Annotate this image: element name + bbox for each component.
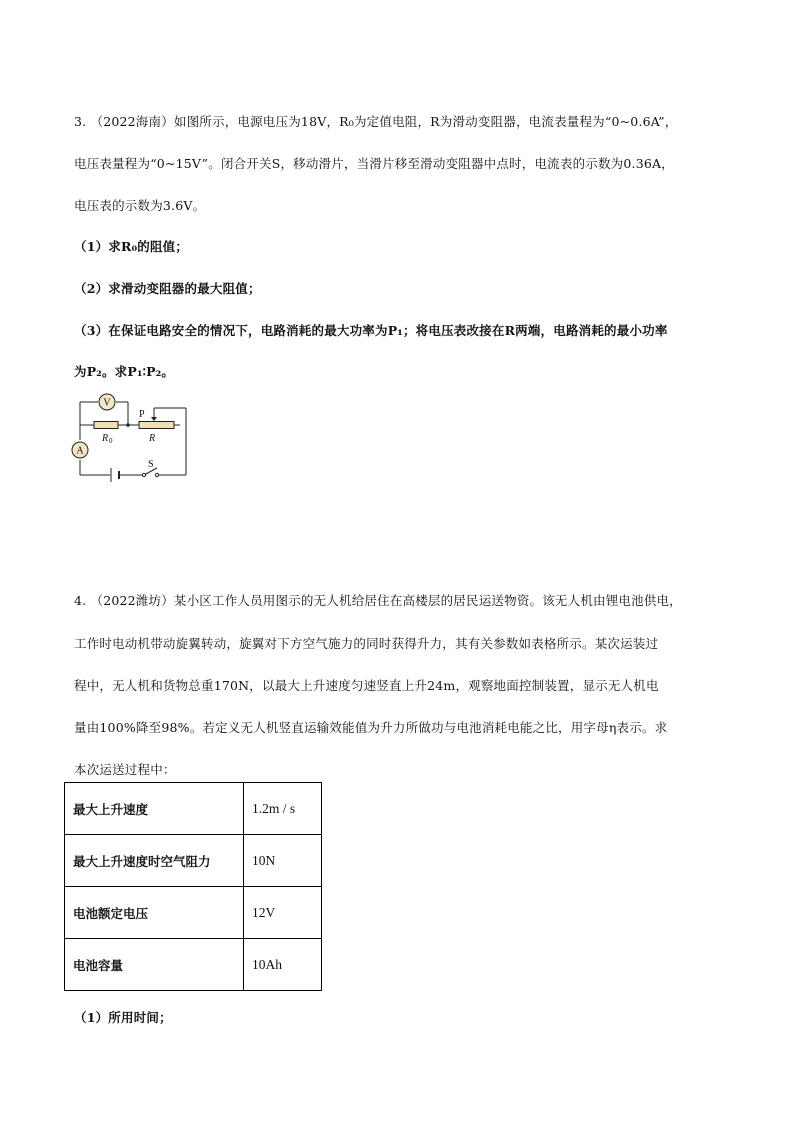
- slider-arrow-icon: [151, 417, 157, 421]
- q4-stem-line-3: 程中，无人机和货物总重170N，以最大上升速度匀速竖直上升24m，观察地面控制装置，显示无人机电: [74, 678, 659, 693]
- ammeter-label: A: [76, 445, 84, 457]
- q3-stem-line-2: 电压表量程为“0~15V”。闭合开关S，移动滑片，当滑片移至滑动变阻器中点时，电流表的示数为0.36A，: [74, 156, 674, 171]
- table-row: [65, 835, 322, 887]
- r0-label: R: [102, 433, 109, 444]
- q3-subquestion-3-line-1: （3）在保证电路安全的情况下，电路消耗的最大功率为P₁；将电压表改接在R两端，电路消耗的最小功率: [74, 323, 668, 338]
- parameter-table: [64, 782, 322, 991]
- circuit-diagram: [68, 390, 198, 485]
- r0-subscript: 0: [109, 437, 113, 445]
- slider-label: P: [139, 409, 145, 420]
- q3-stem-line-1: 3. （2022海南）如图所示，电源电压为18V，R₀为定值电阻，R为滑动变阻器，电流表量程为“0~0.6A”，: [74, 114, 678, 129]
- q3-subquestion-3-line-2: 为P₂。求P₁∶P₂。: [74, 364, 175, 379]
- param-name: 最大上升速度时空气阻力: [65, 835, 244, 887]
- r0-resistor: [94, 422, 118, 429]
- param-name: 电池容量: [65, 939, 244, 991]
- r-label: R: [149, 433, 156, 444]
- table-row: [65, 887, 322, 939]
- q3-subquestion-1: （1）求R₀的阻值；: [74, 239, 189, 254]
- q4-subquestion-1: （1）所用时间；: [74, 1010, 172, 1025]
- param-value: 10Ah: [244, 939, 322, 991]
- param-name: 最大上升速度: [65, 783, 244, 835]
- q4-stem-line-2: 工作时电动机带动旋翼转动，旋翼对下方空气施力的同时获得升力，其有关参数如表格所示。某次运装过: [74, 636, 659, 651]
- param-value: 1.2m / s: [244, 783, 322, 835]
- table-row: [65, 783, 322, 835]
- switch-label: S: [148, 459, 154, 470]
- param-value: 10N: [244, 835, 322, 887]
- voltmeter-label: V: [103, 397, 111, 409]
- rheostat: [139, 422, 174, 429]
- q3-subquestion-2: （2）求滑动变阻器的最大阻值；: [74, 281, 261, 296]
- q4-stem-line-5: 本次运送过程中：: [74, 762, 176, 777]
- q4-stem-line-1: 4. （2022潍坊）某小区工作人员用图示的无人机给居住在高楼层的居民运送物资。该无人机由锂电池供电，: [74, 593, 682, 608]
- q4-stem-line-4: 量由100%降至98%。若定义无人机竖直运输效能值为升力所做功与电池消耗电能之比，用字母η表示。求: [74, 720, 668, 735]
- param-name: 电池额定电压: [65, 887, 244, 939]
- table-row: [65, 939, 322, 991]
- param-value: 12V: [244, 887, 322, 939]
- q3-stem-line-3: 电压表的示数为3.6V。: [74, 198, 206, 213]
